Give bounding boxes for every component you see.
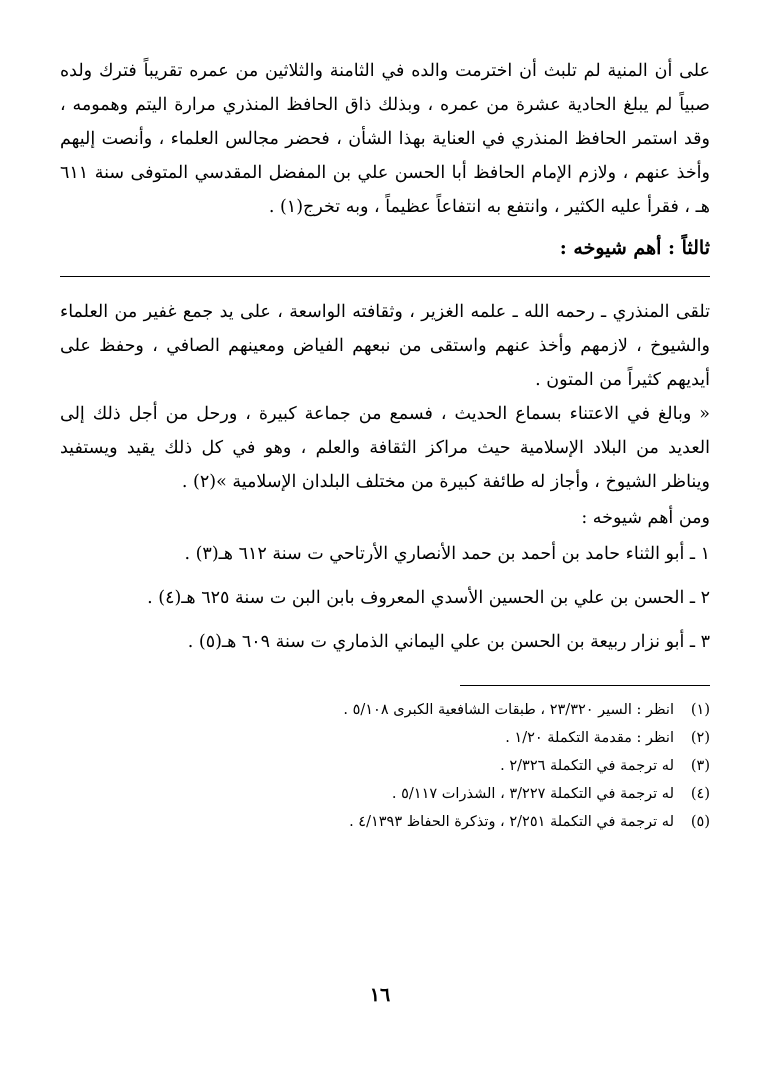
footnote-number: (٢) (690, 730, 710, 746)
list-item: ٣ ـ أبو نزار ربيعة بن الحسن بن علي اليماني الذماري ت سنة ٦٠٩ هـ(٥) . (187, 632, 710, 652)
footnote (60, 696, 710, 724)
opening-paragraph: على أن المنية لم تلبث أن اخترمت والده في الثامنة والثلاثين من عمره تقريباً فترك ولده صبياً لم يبلغ الحادية عشرة من عمره ، وبذلك ذاق الحافظ المنذري مرارة اليتم وهمومه ، وقد استمر الحافظ المنذري في العناية بهذا الشأن ، فحضر مجالس العلماء ، وأنصت إليهم وأخذ عنهم ، ولازم الإمام الحافظ أبا الحسن علي بن المفضل المقدسي المتوفى سنة ٦١١ هـ ، فقرأ عليه الكثير ، وانتفع به انتفاعاً عظيماً ، وبه تخرج(١) . (60, 61, 710, 217)
list-item: ١ ـ أبو الثناء حامد بن أحمد بن حمد الأنصاري الأرتاحي ت سنة ٦١٢ هـ(٣) . (184, 544, 710, 564)
teachers-list (60, 537, 710, 659)
teachers-list-intro: ومن أهم شيوخه : (581, 508, 710, 528)
footnote (60, 752, 710, 780)
footnote-number: (١) (690, 702, 710, 718)
footnote-text: انظر : مقدمة التكملة ١/٢٠ . (505, 730, 674, 746)
page-number: ١٦ (369, 984, 391, 1006)
footnote-number: (٤) (690, 786, 710, 802)
teachers-paragraph: تلقى المنذري ـ رحمه الله ـ علمه الغزير ، وثقافته الواسعة ، على يد جمع غفير من العلماء والشيوخ ، لازمهم وأخذ عنهم واستقى من نبعهم الفياض ومعينهم الصافي ، وحفظ على أيديهم كثيراً من المتون . (60, 302, 710, 390)
footnote-text: له ترجمة في التكملة ٢/٢٥١ ، وتذكرة الحفاظ ٤/١٣٩٣ . (349, 814, 674, 830)
footnote-text: انظر : السير ٢٣/٣٢٠ ، طبقات الشافعية الكبرى ٥/١٠٨ . (343, 702, 674, 718)
footnotes (60, 696, 710, 836)
footnote-text: له ترجمة في التكملة ٣/٢٢٧ ، الشذرات ٥/١١٧ . (391, 786, 674, 802)
footnote-divider (460, 685, 710, 686)
footnote (60, 724, 710, 752)
hadith-quote-paragraph: « وبالغ في الاعتناء بسماع الحديث ، فسمع من جماعة كبيرة ، ورحل من أجل ذلك إلى العديد من البلاد الإسلامية حيث مراكز الثقافة والعلم ، وهو في كل ذلك يقيد ويستفيد ويناظر الشيوخ ، وأجاز له طائفة كبيرة من مختلف البلدان الإسلامية »(٢) . (60, 404, 710, 492)
footnote-text: له ترجمة في التكملة ٢/٣٢٦ . (500, 758, 674, 774)
footnote-number: (٣) (690, 758, 710, 774)
footnote (60, 808, 710, 836)
section-heading: ثالثاً : أهم شيوخه : (559, 237, 710, 259)
footnote-number: (٥) (690, 814, 710, 830)
list-item: ٢ ـ الحسن بن علي بن الحسين الأسدي المعروف بابن البن ت سنة ٦٢٥ هـ(٤) . (147, 588, 710, 608)
heading-divider (60, 276, 710, 277)
footnote (60, 780, 710, 808)
